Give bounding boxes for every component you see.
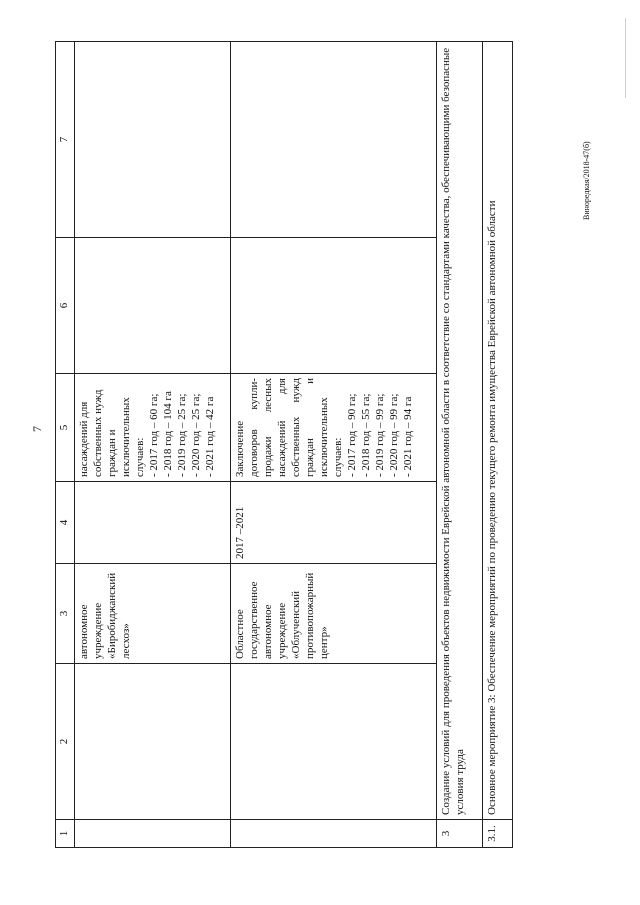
section-number: 3 bbox=[437, 820, 483, 848]
section-title: Создание условий для проведения объектов недвижимости Еврейской автономной области в соответствие со стандартами качества, обеспечивающими безопасные условия труда bbox=[437, 42, 483, 820]
indicator-cell: Заключение договоров купли-продажи лесных насаждений для собственных нужд граждан и исключительных случаев: - 2017 год – 90 га; - 2018 год – 55 га; - 2019 год – 99 га; - 2020 год – 99 га; - 2021 год – 94 га bbox=[231, 374, 437, 482]
section-row bbox=[483, 42, 513, 848]
program-table bbox=[55, 41, 513, 848]
header-cell: 7 bbox=[56, 42, 75, 238]
executor-cell: Областное государственное автономное учреждение «Облученский противопожарный центр» bbox=[231, 564, 437, 664]
header-cell: 6 bbox=[56, 238, 75, 374]
header-cell: 4 bbox=[56, 482, 75, 564]
executor-cell: автономное учреждение «Биробиджанский лесхоз» bbox=[75, 564, 231, 664]
header-cell: 5 bbox=[56, 374, 75, 482]
section-row bbox=[437, 42, 483, 848]
edge-mark bbox=[625, 18, 636, 98]
page-number: 7 bbox=[30, 426, 44, 432]
header-cell: 3 bbox=[56, 564, 75, 664]
table-row bbox=[231, 42, 437, 848]
period-cell: 2017 –2021 bbox=[231, 482, 437, 564]
rotated-table-sheet bbox=[55, 42, 525, 848]
section-number: 3.1. bbox=[483, 820, 513, 848]
header-cell: 2 bbox=[56, 664, 75, 820]
table-row bbox=[75, 42, 231, 848]
footer-code: Виноредкая/2018-47(б) bbox=[582, 141, 591, 220]
header-row bbox=[56, 42, 75, 848]
indicator-cell: насаждений для собственных нужд граждан и исключительных случаев: - 2017 год – 60 га; - 2018 год – 104 га - 2019 год – 25 га; - 2020 год – 25 га; - 2021 год – 42 га bbox=[75, 374, 231, 482]
section-title: Основное мероприятие 3: Обеспечение мероприятий по проведению текущего ремонта имущества Еврейской автономной области bbox=[483, 42, 513, 820]
header-cell: 1 bbox=[56, 820, 75, 848]
